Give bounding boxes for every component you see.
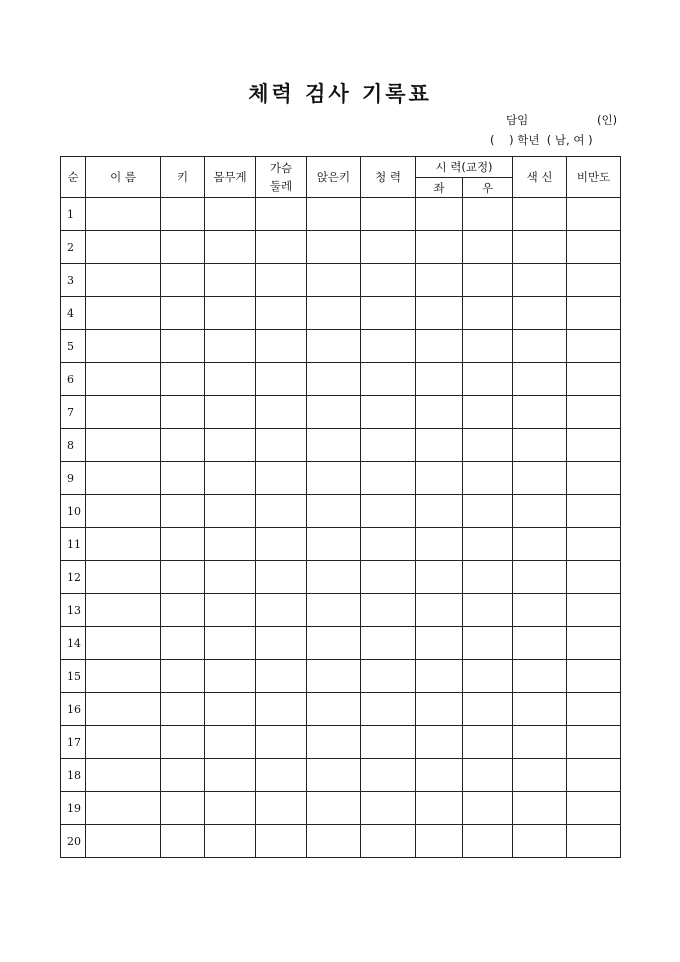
cell-sitting-height[interactable] [307, 792, 361, 825]
cell-color-vision[interactable] [513, 396, 567, 429]
cell-weight[interactable] [205, 660, 256, 693]
cell-color-vision[interactable] [513, 594, 567, 627]
cell-name[interactable] [86, 528, 161, 561]
cell-height[interactable] [161, 825, 205, 858]
cell-chest[interactable] [256, 726, 307, 759]
cell-hearing[interactable] [361, 495, 416, 528]
cell-weight[interactable] [205, 429, 256, 462]
cell-weight[interactable] [205, 363, 256, 396]
cell-obesity[interactable] [567, 792, 621, 825]
cell-weight[interactable] [205, 792, 256, 825]
cell-color-vision[interactable] [513, 627, 567, 660]
cell-vision-left[interactable] [416, 429, 463, 462]
cell-chest[interactable] [256, 627, 307, 660]
cell-hearing[interactable] [361, 693, 416, 726]
cell-weight[interactable] [205, 396, 256, 429]
cell-vision-right[interactable] [463, 660, 513, 693]
row-number: 1 [61, 198, 86, 231]
table-row [61, 627, 621, 660]
row-number: 18 [61, 759, 86, 792]
cell-name[interactable] [86, 726, 161, 759]
cell-sitting-height[interactable] [307, 396, 361, 429]
cell-obesity[interactable] [567, 594, 621, 627]
cell-vision-left[interactable] [416, 198, 463, 231]
cell-name[interactable] [86, 792, 161, 825]
cell-vision-left[interactable] [416, 759, 463, 792]
cell-weight[interactable] [205, 693, 256, 726]
cell-name[interactable] [86, 627, 161, 660]
cell-weight[interactable] [205, 759, 256, 792]
cell-sitting-height[interactable] [307, 429, 361, 462]
cell-vision-left[interactable] [416, 264, 463, 297]
cell-height[interactable] [161, 396, 205, 429]
cell-chest[interactable] [256, 363, 307, 396]
cell-color-vision[interactable] [513, 726, 567, 759]
cell-vision-right[interactable] [463, 363, 513, 396]
cell-weight[interactable] [205, 495, 256, 528]
cell-color-vision[interactable] [513, 297, 567, 330]
column-header-order: 순 [61, 157, 86, 198]
column-header-vision: 시 력(교정) [416, 157, 513, 178]
cell-height[interactable] [161, 693, 205, 726]
row-number: 19 [61, 792, 86, 825]
cell-name[interactable] [86, 660, 161, 693]
column-header-hearing: 청 력 [361, 157, 416, 198]
cell-vision-right[interactable] [463, 231, 513, 264]
table-row [61, 495, 621, 528]
cell-weight[interactable] [205, 825, 256, 858]
cell-hearing[interactable] [361, 330, 416, 363]
cell-weight[interactable] [205, 594, 256, 627]
cell-vision-right[interactable] [463, 396, 513, 429]
table-row [61, 825, 621, 858]
cell-obesity[interactable] [567, 396, 621, 429]
column-header-name: 이 름 [86, 157, 161, 198]
cell-sitting-height[interactable] [307, 198, 361, 231]
cell-height[interactable] [161, 726, 205, 759]
row-number: 6 [61, 363, 86, 396]
table-row [61, 561, 621, 594]
cell-height[interactable] [161, 627, 205, 660]
row-number: 14 [61, 627, 86, 660]
cell-weight[interactable] [205, 330, 256, 363]
cell-color-vision[interactable] [513, 264, 567, 297]
cell-vision-right[interactable] [463, 792, 513, 825]
cell-chest[interactable] [256, 594, 307, 627]
column-header-chest-circumference [256, 157, 307, 198]
row-number: 12 [61, 561, 86, 594]
cell-hearing[interactable] [361, 297, 416, 330]
cell-vision-left[interactable] [416, 528, 463, 561]
table-row [61, 528, 621, 561]
cell-chest[interactable] [256, 495, 307, 528]
cell-obesity[interactable] [567, 462, 621, 495]
cell-chest[interactable] [256, 561, 307, 594]
cell-vision-left[interactable] [416, 792, 463, 825]
cell-sitting-height[interactable] [307, 561, 361, 594]
cell-obesity[interactable] [567, 231, 621, 264]
cell-height[interactable] [161, 429, 205, 462]
cell-hearing[interactable] [361, 660, 416, 693]
row-number: 5 [61, 330, 86, 363]
cell-name[interactable] [86, 330, 161, 363]
cell-hearing[interactable] [361, 561, 416, 594]
cell-vision-left[interactable] [416, 627, 463, 660]
column-header-chest-top: 가슴 [269, 161, 293, 175]
row-number: 11 [61, 528, 86, 561]
cell-chest[interactable] [256, 198, 307, 231]
seal-label: (인) [597, 113, 618, 127]
cell-vision-left[interactable] [416, 231, 463, 264]
cell-obesity[interactable] [567, 528, 621, 561]
table-row [61, 594, 621, 627]
row-number: 16 [61, 693, 86, 726]
row-number: 13 [61, 594, 86, 627]
cell-height[interactable] [161, 297, 205, 330]
cell-hearing[interactable] [361, 264, 416, 297]
cell-height[interactable] [161, 264, 205, 297]
cell-vision-left[interactable] [416, 330, 463, 363]
cell-obesity[interactable] [567, 429, 621, 462]
row-number: 17 [61, 726, 86, 759]
row-number: 20 [61, 825, 86, 858]
cell-color-vision[interactable] [513, 198, 567, 231]
table-row [61, 759, 621, 792]
cell-vision-left[interactable] [416, 363, 463, 396]
column-header-height: 키 [161, 157, 205, 198]
cell-vision-right[interactable] [463, 264, 513, 297]
cell-obesity[interactable] [567, 561, 621, 594]
cell-obesity[interactable] [567, 330, 621, 363]
cell-height[interactable] [161, 660, 205, 693]
grade-gender-line: ( ) 학년 ( 남, 여 ) [490, 133, 593, 147]
cell-vision-left[interactable] [416, 693, 463, 726]
cell-obesity[interactable] [567, 759, 621, 792]
column-header-vision-left: 좌 [416, 178, 463, 198]
table-header-row [61, 157, 621, 178]
cell-chest[interactable] [256, 693, 307, 726]
cell-name[interactable] [86, 495, 161, 528]
cell-name[interactable] [86, 396, 161, 429]
table-body [61, 198, 621, 858]
cell-vision-right[interactable] [463, 693, 513, 726]
cell-name[interactable] [86, 297, 161, 330]
column-header-weight: 몸무게 [205, 157, 256, 198]
cell-sitting-height[interactable] [307, 660, 361, 693]
cell-color-vision[interactable] [513, 528, 567, 561]
cell-name[interactable] [86, 363, 161, 396]
cell-height[interactable] [161, 759, 205, 792]
cell-sitting-height[interactable] [307, 528, 361, 561]
cell-vision-right[interactable] [463, 594, 513, 627]
cell-height[interactable] [161, 495, 205, 528]
row-number: 10 [61, 495, 86, 528]
cell-color-vision[interactable] [513, 561, 567, 594]
cell-weight[interactable] [205, 726, 256, 759]
cell-vision-left[interactable] [416, 726, 463, 759]
cell-color-vision[interactable] [513, 462, 567, 495]
cell-color-vision[interactable] [513, 429, 567, 462]
cell-chest[interactable] [256, 264, 307, 297]
row-number: 3 [61, 264, 86, 297]
cell-sitting-height[interactable] [307, 693, 361, 726]
cell-hearing[interactable] [361, 396, 416, 429]
cell-obesity[interactable] [567, 198, 621, 231]
cell-name[interactable] [86, 429, 161, 462]
cell-vision-left[interactable] [416, 660, 463, 693]
cell-vision-left[interactable] [416, 396, 463, 429]
table-row [61, 330, 621, 363]
cell-color-vision[interactable] [513, 495, 567, 528]
column-header-obesity: 비만도 [567, 157, 621, 198]
cell-hearing[interactable] [361, 594, 416, 627]
cell-name[interactable] [86, 462, 161, 495]
cell-hearing[interactable] [361, 726, 416, 759]
table-row [61, 231, 621, 264]
column-header-vision-right: 우 [463, 178, 513, 198]
cell-chest[interactable] [256, 429, 307, 462]
cell-sitting-height[interactable] [307, 726, 361, 759]
cell-obesity[interactable] [567, 363, 621, 396]
row-number: 15 [61, 660, 86, 693]
cell-sitting-height[interactable] [307, 330, 361, 363]
cell-chest[interactable] [256, 330, 307, 363]
cell-name[interactable] [86, 594, 161, 627]
cell-height[interactable] [161, 330, 205, 363]
cell-name[interactable] [86, 561, 161, 594]
cell-hearing[interactable] [361, 198, 416, 231]
cell-name[interactable] [86, 825, 161, 858]
table-row [61, 792, 621, 825]
cell-vision-right[interactable] [463, 330, 513, 363]
cell-chest[interactable] [256, 231, 307, 264]
cell-obesity[interactable] [567, 264, 621, 297]
row-number: 7 [61, 396, 86, 429]
table-row [61, 198, 621, 231]
table-row [61, 693, 621, 726]
cell-sitting-height[interactable] [307, 297, 361, 330]
cell-hearing[interactable] [361, 363, 416, 396]
cell-vision-right[interactable] [463, 627, 513, 660]
cell-sitting-height[interactable] [307, 759, 361, 792]
cell-hearing[interactable] [361, 429, 416, 462]
cell-weight[interactable] [205, 297, 256, 330]
cell-vision-left[interactable] [416, 561, 463, 594]
cell-color-vision[interactable] [513, 693, 567, 726]
cell-color-vision[interactable] [513, 792, 567, 825]
cell-weight[interactable] [205, 231, 256, 264]
cell-chest[interactable] [256, 297, 307, 330]
cell-name[interactable] [86, 198, 161, 231]
cell-height[interactable] [161, 594, 205, 627]
table-row [61, 363, 621, 396]
cell-height[interactable] [161, 198, 205, 231]
cell-height[interactable] [161, 231, 205, 264]
cell-hearing[interactable] [361, 231, 416, 264]
column-header-color-vision: 색 신 [513, 157, 567, 198]
cell-chest[interactable] [256, 825, 307, 858]
row-number: 2 [61, 231, 86, 264]
cell-height[interactable] [161, 528, 205, 561]
cell-vision-left[interactable] [416, 825, 463, 858]
cell-chest[interactable] [256, 759, 307, 792]
cell-obesity[interactable] [567, 660, 621, 693]
cell-vision-right[interactable] [463, 462, 513, 495]
cell-weight[interactable] [205, 561, 256, 594]
cell-hearing[interactable] [361, 627, 416, 660]
cell-sitting-height[interactable] [307, 594, 361, 627]
table-row [61, 660, 621, 693]
table-row [61, 726, 621, 759]
cell-chest[interactable] [256, 792, 307, 825]
cell-weight[interactable] [205, 528, 256, 561]
cell-weight[interactable] [205, 264, 256, 297]
cell-color-vision[interactable] [513, 231, 567, 264]
table-row [61, 264, 621, 297]
cell-color-vision[interactable] [513, 330, 567, 363]
cell-height[interactable] [161, 462, 205, 495]
row-number: 4 [61, 297, 86, 330]
cell-height[interactable] [161, 363, 205, 396]
cell-chest[interactable] [256, 462, 307, 495]
cell-sitting-height[interactable] [307, 627, 361, 660]
cell-chest[interactable] [256, 396, 307, 429]
homeroom-teacher-label: 담임 [506, 113, 529, 127]
cell-name[interactable] [86, 759, 161, 792]
cell-vision-right[interactable] [463, 198, 513, 231]
cell-vision-right[interactable] [463, 561, 513, 594]
cell-weight[interactable] [205, 198, 256, 231]
cell-hearing[interactable] [361, 792, 416, 825]
cell-vision-right[interactable] [463, 528, 513, 561]
cell-color-vision[interactable] [513, 759, 567, 792]
cell-weight[interactable] [205, 462, 256, 495]
cell-obesity[interactable] [567, 693, 621, 726]
cell-sitting-height[interactable] [307, 264, 361, 297]
cell-color-vision[interactable] [513, 660, 567, 693]
cell-hearing[interactable] [361, 528, 416, 561]
cell-vision-left[interactable] [416, 297, 463, 330]
page-title: 체력 검사 기록표 [248, 81, 432, 106]
cell-sitting-height[interactable] [307, 825, 361, 858]
cell-vision-left[interactable] [416, 495, 463, 528]
cell-obesity[interactable] [567, 495, 621, 528]
table-row [61, 462, 621, 495]
cell-color-vision[interactable] [513, 825, 567, 858]
cell-height[interactable] [161, 561, 205, 594]
cell-height[interactable] [161, 792, 205, 825]
table-row [61, 429, 621, 462]
table-row [61, 297, 621, 330]
cell-obesity[interactable] [567, 627, 621, 660]
cell-chest[interactable] [256, 528, 307, 561]
cell-sitting-height[interactable] [307, 363, 361, 396]
cell-vision-right[interactable] [463, 726, 513, 759]
fitness-record-table [60, 156, 621, 858]
cell-color-vision[interactable] [513, 363, 567, 396]
cell-vision-left[interactable] [416, 594, 463, 627]
cell-obesity[interactable] [567, 726, 621, 759]
cell-vision-right[interactable] [463, 759, 513, 792]
cell-sitting-height[interactable] [307, 495, 361, 528]
cell-chest[interactable] [256, 660, 307, 693]
cell-vision-right[interactable] [463, 825, 513, 858]
row-number: 9 [61, 462, 86, 495]
cell-sitting-height[interactable] [307, 462, 361, 495]
row-number: 8 [61, 429, 86, 462]
cell-name[interactable] [86, 693, 161, 726]
cell-vision-right[interactable] [463, 297, 513, 330]
cell-vision-right[interactable] [463, 429, 513, 462]
cell-hearing[interactable] [361, 462, 416, 495]
column-header-chest-bottom: 둘레 [269, 179, 293, 193]
cell-sitting-height[interactable] [307, 231, 361, 264]
column-header-sitting-height: 앉은키 [307, 157, 361, 198]
cell-vision-left[interactable] [416, 462, 463, 495]
table-row [61, 396, 621, 429]
cell-weight[interactable] [205, 627, 256, 660]
cell-obesity[interactable] [567, 297, 621, 330]
cell-obesity[interactable] [567, 825, 621, 858]
cell-vision-right[interactable] [463, 495, 513, 528]
cell-hearing[interactable] [361, 759, 416, 792]
cell-hearing[interactable] [361, 825, 416, 858]
cell-name[interactable] [86, 264, 161, 297]
cell-name[interactable] [86, 231, 161, 264]
